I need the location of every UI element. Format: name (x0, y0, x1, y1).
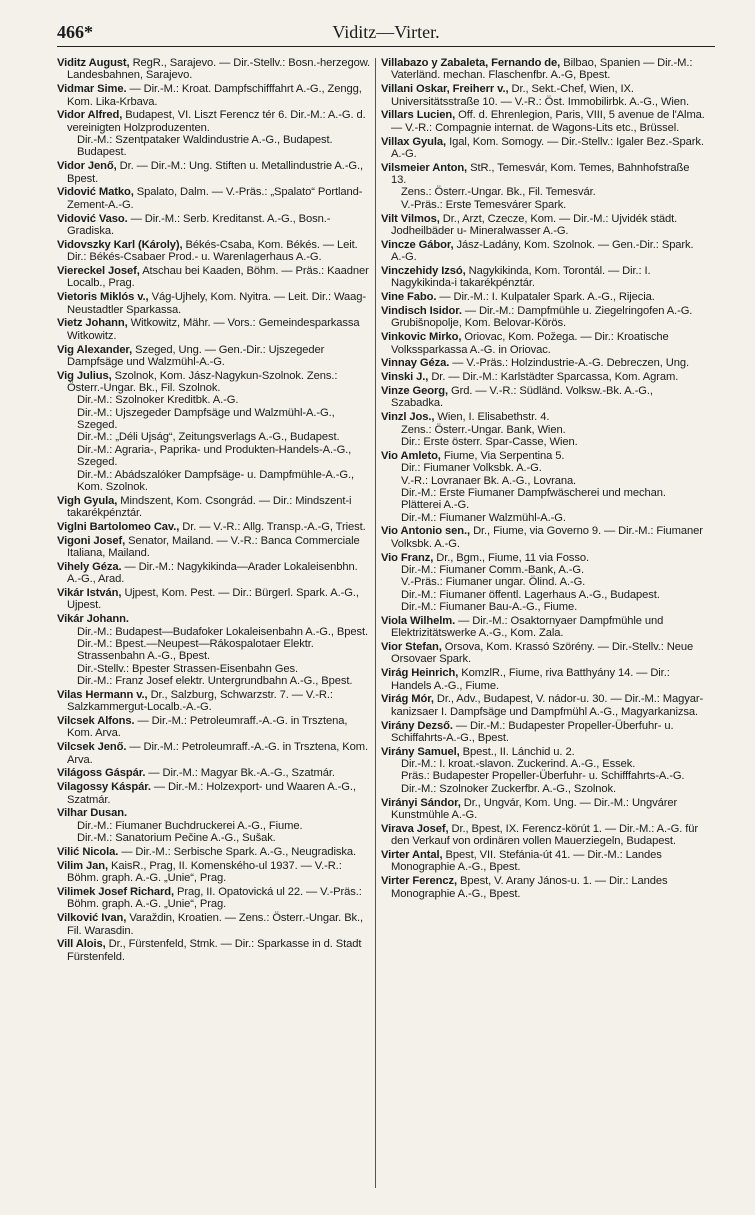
entry-text: — Dir.-M.: Magyar Bk.-A.-G., Szatmár. (148, 767, 335, 780)
entry-name: Villax Gyula, (381, 135, 447, 148)
directory-entry (381, 720, 706, 745)
directory-entry (381, 265, 706, 290)
entry-line: Dir.-M.: Fiumaner Buchdruckerei A.-G., Fiume. (77, 819, 303, 832)
directory-entry (381, 136, 706, 161)
page-header (57, 22, 715, 47)
directory-entry (381, 213, 706, 238)
entry-name: Vig Julius, (57, 369, 112, 382)
entry-text: — Dir.-M.: Serb. Kreditanst. A.-G., Bosn.-Gradiska. (67, 212, 331, 237)
entry-name: Vio Amleto, (381, 449, 441, 462)
entry-line: Dir.-M.: Fiumaner Walzmühl-A.-G. (401, 511, 566, 524)
directory-entry (57, 495, 371, 520)
entry-text: Varaždin, Kroatien. — Zens.: Österr.-Ungar. Bk., Fil. Warasdin. (67, 912, 364, 937)
column-divider (375, 58, 376, 1188)
entry-name: Vilimek Josef Richard, (57, 886, 174, 898)
entry-name: Vinnay Géza. (381, 357, 450, 370)
directory-entry (381, 875, 706, 900)
entry-line: Dir.-M.: Erste Fiumaner Dampfwäscherei und mechan. Plätterei A.-G. (401, 486, 666, 512)
directory-entry (57, 781, 371, 806)
entry-line: Dir.-M.: „Déli Ujság“, Zeitungsverlags A.-G., Budapest. (77, 431, 340, 444)
entry-line: Dir.-M.: Fiumaner öffentl. Lagerhaus A.-G., Budapest. (401, 588, 660, 601)
directory-entry (381, 385, 706, 410)
entry-line: Dir.-M.: I. kroat.-slavon. Zuckerind. A.-G., Essek. (401, 758, 636, 771)
entry-text: Dr., Ungvár, Kom. Ung. — Dir.-M.: Ungvárer Kunstmühle A.-G. (391, 796, 678, 821)
directory-entry (381, 371, 706, 383)
directory-entry (381, 693, 706, 718)
entry-name: Villabazo y Zabaleta, Fernando de, (381, 57, 561, 69)
entry-text: Witkowitz, Mähr. — Vors.: Gemeindesparkassa Witkowitz. (67, 317, 360, 342)
entry-line: Zens.: Österr.-Ungar. Bk., Fil. Temesvár. (401, 186, 596, 199)
entry-text: Dr. — Dir.-M.: Ung. Stiften u. Metallindustrie A.-G., Bpest. (67, 160, 364, 185)
entry-text: — Dir.-M.: Osaktornyaer Dampfmühle und Elektrizitätswerke A.-G., Kom. Zala. (391, 614, 664, 640)
entry-line: Dir.-M.: Fiumaner Bau-A.-G., Fiume. (401, 600, 578, 613)
entry-name: Viditz August, (57, 57, 130, 69)
entry-line: Dir.-M.: Szentpataker Waldindustrie A.-G., Budapest. (77, 134, 333, 147)
entry-name: Vio Franz, (381, 551, 434, 564)
directory-entry (57, 613, 371, 687)
directory-entry (57, 83, 371, 108)
directory-entry (57, 587, 371, 612)
entry-name: Virány Samuel, (381, 745, 460, 758)
entry-text: Oriovac, Kom. Požega. — Dir.: Kroatische Volkssparkassa A.-G. in Oriovac. (391, 331, 669, 356)
directory-entry (381, 83, 706, 108)
directory-entry (381, 823, 706, 848)
entry-text: Dr., Bpest, IX. Ferencz-körút 1. — Dir.-M.: A.-G. für den Verkauf von ordinären vollen Mauerziegeln, Budapest. (391, 822, 699, 848)
entry-text: Dr., Fiume, via Governo 9. — Dir.-M.: Fiumaner Volksbk. A.-G. (391, 525, 703, 550)
directory-entry (381, 450, 706, 524)
entry-line: Präs.: Budapester Propeller-Überfuhr- u. Schifffahrts-A.-G. (401, 770, 685, 783)
directory-entry (381, 109, 706, 134)
entry-name: Vilagossy Káspár. (57, 781, 151, 794)
directory-entry (381, 331, 706, 356)
entry-text: Dr., Sekt.-Chef, Wien, IX. Universitätsstraße 10. — V.-R.: Öst. Immobilirbk. A.-G., Wien. (391, 83, 690, 108)
entry-name: Vig Alexander, (57, 343, 133, 356)
entry-name: Villars Lucien, (381, 109, 456, 122)
entry-text: — Dir.-M.: Kroat. Dampfschifffahrt A.-G., Zengg, Kom. Lika-Krbava. (67, 83, 362, 108)
entry-name: Vinski J., (381, 371, 429, 384)
entry-name: Vinczehidy Izsó, (381, 265, 466, 277)
entry-line: Dir.-M.: Ujszegeder Dampfsäge und Walzmühl-A.-G., Szeged. (77, 406, 335, 432)
directory-entry (381, 849, 706, 874)
directory-entry (381, 291, 706, 303)
directory-entry (381, 525, 706, 550)
entry-text: Dr., Fürstenfeld, Stmk. — Dir.: Sparkasse in d. Stadt Fürstenfeld. (67, 938, 362, 963)
entry-text: Fiume, Via Serpentina 5. (443, 449, 565, 462)
entry-name: Világoss Gáspár. (57, 767, 146, 780)
entry-text: KomzlR., Fiume, riva Batthyány 14. — Dir.: Handels A.-G., Fiume. (391, 667, 670, 692)
entry-text: Bpest., II. Lánchid u. 2. (462, 745, 575, 758)
entry-text: Békés-Csaba, Kom. Békés. — Leit. Dir.: Békés-Csabaer Prod.- u. Warenlagerhaus A.-G. (67, 238, 358, 264)
entry-name: Vincze Gábor, (381, 238, 454, 251)
directory-entry (57, 239, 371, 264)
entry-name: Villani Oskar, Freiherr v., (381, 83, 509, 96)
page-title: Viditz—Virter. (332, 22, 440, 42)
directory-entry (57, 186, 371, 211)
directory-entry (381, 305, 706, 330)
entry-text: Vág-Ujhely, Kom. Nyitra. — Leit. Dir.: Waag-Neustadtler Sparkassa. (67, 291, 367, 316)
entry-text: Bpest, VII. Stefánia-út 41. — Dir.-M.: Landes Monographie A.-G., Bpest. (391, 848, 662, 874)
entry-text: Nagykikinda, Kom. Torontál. — Dir.: I. Nagykikinda-i takarékpénztár. (391, 265, 651, 290)
directory-entry (57, 317, 371, 342)
entry-line: Dir.-M.: Franz Josef elektr. Untergrundbahn A.-G., Bpest. (77, 675, 353, 687)
entry-name: Vior Stefan, (381, 640, 442, 653)
entry-name: Vio Antonio sen., (381, 525, 471, 538)
entry-line: V.-Präs.: Erste Temesvárer Spark. (401, 198, 567, 211)
entry-text: — Dir.-M.: I. Kulpataler Spark. A.-G., Rijecia. (439, 291, 655, 304)
entry-name: Vikár Johann. (57, 613, 129, 626)
entry-name: Vindisch Isidor. (381, 305, 462, 318)
directory-entry (57, 57, 371, 82)
directory-entry (57, 741, 371, 766)
entry-line: Dir.-M.: Szolnoker Kreditbk. A.-G. (77, 394, 239, 407)
entry-line: Dir.-M.: Szolnoker Zuckerfbr. A.-G., Szolnok. (401, 782, 616, 795)
entry-name: Vinzl Jos., (381, 411, 435, 424)
entry-text: — Dir.-M.: Serbische Spark. A.-G., Neugradiska. (121, 845, 356, 858)
entry-text: Jász-Ladány, Kom. Szolnok. — Gen.-Dir.: Spark. A.-G. (391, 238, 694, 264)
entry-text: KaisR., Prag, II. Komenského-ul 1937. — V.-R.: Böhm. graph. A.-G. „Unie“, Prag. (67, 859, 342, 885)
entry-name: Vilim Jan, (57, 859, 109, 872)
entry-text: Dr., Salzburg, Schwarzstr. 7. — V.-R.: Salzkammergut-Localb.-A.-G. (67, 688, 333, 714)
entry-name: Vietoris Miklós v., (57, 291, 149, 304)
entry-name: Viglni Bartolomeo Cav., (57, 520, 180, 533)
directory-entry (57, 807, 371, 844)
directory-entry (57, 912, 371, 937)
entry-text: Igal, Kom. Somogy. — Dir.-Stellv.: Igaler Bez.-Spark. A.-G. (391, 135, 704, 160)
entry-name: Virava Josef, (381, 822, 449, 835)
entry-name: Vill Alois, (57, 938, 106, 951)
entry-text: Spalato, Dalm. — V.-Präs.: „Spalato“ Portland-Zement-A.-G. (67, 186, 363, 211)
directory-entry (57, 521, 371, 533)
entry-text: Dr. — V.-R.: Allg. Transp.-A.-G, Triest. (182, 520, 366, 533)
entry-name: Vilsmeier Anton, (381, 161, 468, 174)
directory-entry (57, 860, 371, 885)
entry-text: Dr. — Dir.-M.: Karlstädter Sparcassa, Kom. Agram. (431, 371, 679, 384)
entry-name: Vilas Hermann v., (57, 688, 148, 701)
entry-name: Vilhar Dusan. (57, 807, 127, 820)
entry-name: Virág Heinrich, (381, 667, 459, 680)
entry-line: Dir.: Erste österr. Spar-Casse, Wien. (401, 435, 578, 448)
directory-entry (381, 641, 706, 666)
entry-text: Bilbao, Spanien — Dir.-M.: Vaterländ. mechan. Flaschenfbr. A.-G, Bpest. (391, 57, 693, 82)
entry-name: Vietz Johann, (57, 317, 128, 330)
entry-name: Virter Antal, (381, 848, 443, 861)
entry-text: Orsova, Kom. Krassó Szörény. — Dir.-Stellv.: Neue Orsovaer Spark. (391, 640, 694, 666)
entry-text: — V.-Präs.: Holzindustrie-A.-G. Debreczen, Ung. (452, 357, 690, 370)
directory-entry (381, 239, 706, 264)
directory-entry (57, 213, 371, 238)
entry-text: Dr., Bgm., Fiume, 11 via Fosso. (436, 551, 590, 564)
entry-text: Mindszent, Kom. Csongrád. — Dir.: Mindszent-i takarékpénztár. (67, 494, 352, 520)
directory-entry (57, 938, 371, 963)
entry-name: Vidovszky Karl (Károly), (57, 238, 183, 251)
entry-name: Vinze Georg, (381, 385, 448, 398)
directory-entry (57, 767, 371, 779)
entry-name: Virány Dezső. (381, 719, 453, 732)
entry-name: Vihely Géza. (57, 560, 122, 573)
entry-line: Dir.-M.: Sanatorium Pečine A.-G., Sušak. (77, 832, 276, 845)
entry-name: Virányi Sándor, (381, 796, 461, 809)
entry-text: Dr., Arzt, Czecze, Kom. — Dir.-M.: Ujvidék städt. Jodheilbäder u- Mineralwasser A.-G. (391, 212, 678, 237)
entry-name: Vilcsek Jenő. (57, 741, 127, 754)
entry-line: Dir.-M.: Fiumaner Comm.-Bank, A.-G. (401, 563, 584, 576)
directory-entry (381, 57, 706, 82)
entry-name: Vigh Gyula, (57, 494, 118, 507)
entry-line: Dir.-M.: Abádszalóker Dampfsäge- u. Dampfmühle-A.-G., Kom. Szolnok. (77, 468, 354, 493)
directory-entry (381, 357, 706, 369)
entry-name: Viola Wilhelm. (381, 614, 456, 627)
entry-text: Szolnok, Kom. Jász-Nagykun-Szolnok. Zens.: Österr.-Ungar. Bk., Fil. Szolnok. (67, 369, 338, 395)
entry-text: — Dir.-M.: Petroleumraff.-A.-G. in Trsztena, Kom. Arva. (67, 715, 348, 740)
entry-name: Vidor Jenő, (57, 160, 117, 173)
entry-name: Vidmar Sime. (57, 83, 127, 96)
directory-entry (57, 291, 371, 316)
page-number: 466* (57, 22, 93, 42)
directory-entry (57, 561, 371, 586)
entry-text: — Dir.-M.: Petroleumraff.-A.-G. in Trsztena, Kom. Arva. (67, 741, 369, 766)
directory-entry (57, 715, 371, 740)
directory-entry (381, 667, 706, 692)
directory-entry (57, 689, 371, 714)
directory-entry (57, 160, 371, 185)
directory-entry (57, 344, 371, 369)
entry-text: — Dir.-M.: Nagykikinda—Arader Lokaleisenbhn. A.-G., Arad. (67, 560, 358, 586)
entry-text: Prag, II. Opatovická ul 22. — V.-Präs.: Böhm. graph. A.-G. „Unie“, Prag. (67, 886, 362, 911)
entry-text: Szeged, Ung. — Gen.-Dir.: Ujszegeder Dampfsäge und Walzmühl-A.-G. (67, 343, 325, 368)
entry-name: Vinkovic Mirko, (381, 331, 462, 344)
entry-line: Zens.: Österr.-Ungar. Bank, Wien. (401, 423, 566, 436)
entry-text: Atschau bei Kaaden, Böhm. — Präs.: Kaadner Localb., Prag. (67, 265, 369, 290)
entry-name: Vidović Vaso. (57, 212, 128, 225)
entry-text: — Dir.-M.: Holzexport- und Waaren A.-G., Szatmár. (67, 781, 356, 806)
entry-text: Bpest, V. Arany János-u. 1. — Dir.: Landes Monographie A.-G., Bpest. (391, 875, 668, 900)
entry-text: Ujpest, Kom. Pest. — Dir.: Bürgerl. Spark. A.-G., Ujpest. (67, 587, 359, 612)
entry-line: Dir.-M.: Bpest.—Neupest—Rákospalotaer Elektr. Strassenbahn A.-G., Bpest. (77, 637, 314, 663)
entry-name: Vilcsek Alfons. (57, 715, 135, 728)
directory-entry (57, 370, 371, 493)
directory-entry (57, 109, 371, 158)
directory-entry (381, 411, 706, 448)
directory-entry (381, 746, 706, 795)
entry-text: RegR., Sarajevo. — Dir.-Stellv.: Bosn.-herzegow. Landesbahnen, Sarajevo. (67, 57, 371, 82)
directory-entry (57, 886, 371, 911)
entry-line: Dir.-M.: Agraria-, Paprika- und Produkten-Handels-A.-G., Szeged. (77, 443, 352, 469)
entry-text: Senator, Mailand. — V.-R.: Banca Commerciale Italiana, Mailand. (67, 534, 360, 560)
entry-text: Grd. — V.-R.: Südländ. Volksw.-Bk. A.-G., Szabadka. (391, 385, 653, 410)
entry-text: StR., Temesvár, Kom. Temes, Bahnhofstraße 13. (391, 161, 690, 187)
directory-entry (381, 162, 706, 211)
entry-name: Virág Mór, (381, 693, 434, 706)
entry-name: Vilić Nicola. (57, 845, 119, 858)
entry-line: Dir.-Stellv.: Bpester Strassen-Eisenbahn Ges. (77, 662, 299, 675)
entry-name: Vidor Alfred, (57, 109, 123, 122)
directory-entry (57, 535, 371, 560)
entry-text: — Dir.-M.: Dampfmühle u. Ziegelringofen A.-G. Grubišnopolje, Kom. Belovar-Körös. (391, 305, 693, 330)
directory-entry (381, 552, 706, 614)
entry-name: Vidović Matko, (57, 186, 134, 199)
entry-name: Vikár István, (57, 587, 122, 600)
entry-text: Dr., Adv., Budapest, V. nádor-u. 30. — Dir.-M.: Magyar-kanizsaer I. Dampfsäge und Dampfmühl A.-G., Magyarkanizsa. (391, 693, 704, 718)
left-column (57, 57, 371, 1192)
entry-name: Virter Ferencz, (381, 875, 458, 888)
right-column (381, 57, 706, 1192)
entry-text: — Dir.-M.: Budapester Propeller-Überfuhr- u. Schiffahrts-A.-G., Bpest. (391, 719, 674, 744)
entry-line: Dir.: Fiumaner Volksbk. A.-G. (401, 462, 542, 475)
entry-line: Budapest. (77, 146, 127, 159)
entry-text: Budapest, VI. Liszt Ferencz tér 6. Dir.-M.: A.-G. d. vereinigten Holzproduzenten. (67, 109, 366, 134)
entry-name: Vilković Ivan, (57, 912, 127, 925)
directory-entry (381, 615, 706, 640)
entry-name: Vilt Vilmos, (381, 212, 440, 225)
entry-text: Wien, I. Elisabethstr. 4. (437, 411, 550, 424)
entry-text: Off. d. Ehrenlegion, Paris, VIII, 5 avenue de l'Alma. — V.-R.: Compagnie internat. de Wagons-Lits etc., Brüssel. (391, 109, 705, 134)
directory-entry (57, 265, 371, 290)
directory-entry (57, 846, 371, 858)
entry-line: V.-R.: Lovranaer Bk. A.-G., Lovrana. (401, 474, 577, 487)
directory-entry (381, 797, 706, 822)
entry-line: Dir.-M.: Budapest—Budafoker Lokaleisenbahn A.-G., Bpest. (77, 625, 369, 638)
entry-line: V.-Präs.: Fiumaner ungar. Ölind. A.-G. (401, 576, 586, 589)
entry-name: Vine Fabo. (381, 291, 437, 304)
entry-name: Viereckel Josef, (57, 265, 140, 277)
entry-name: Vigoni Josef, (57, 534, 126, 547)
